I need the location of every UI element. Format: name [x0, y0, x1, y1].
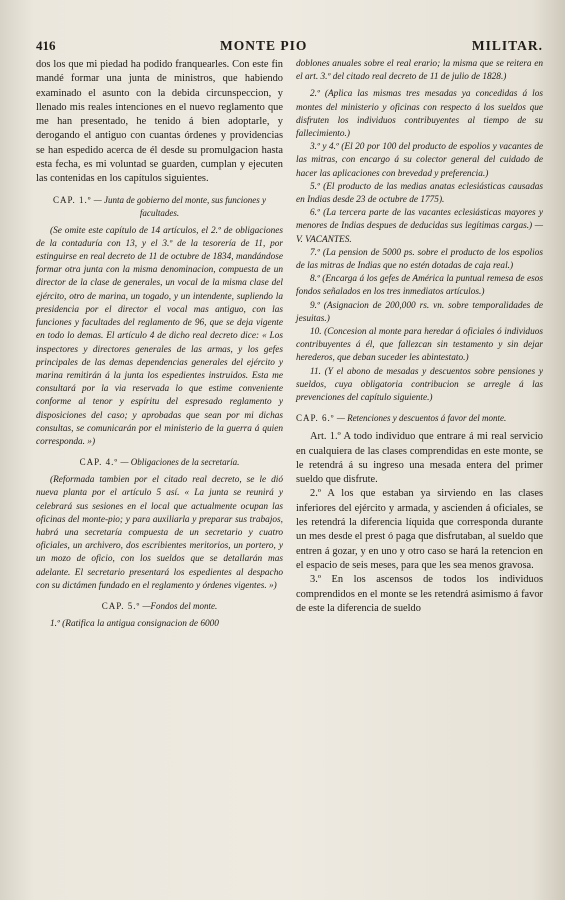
fund-item: 5.º (El producto de las medias anatas eclesiásticas causadas en Indias desde 23 de octubre de 1775).: [296, 181, 543, 206]
chapter-4-title: — Obligaciones de la secretaría.: [120, 457, 240, 468]
chapter-5-title: —Fondos del monte.: [142, 600, 218, 611]
fund-item: 11. (Y el abono de mesadas y descuentos sobre pensiones y sueldos, cuya obligatoria contribucion se arregle á las prevenciones del capítulo siguiente.): [296, 366, 543, 404]
running-title-right: MILITAR.: [471, 38, 543, 53]
page-header: [36, 38, 543, 54]
right-column: [296, 58, 543, 631]
article-1: Art. 1.º A todo individuo que entrare á mi real servicio en cualquiera de las clases comprendidas en este monte, se le retendrá á su ingreso una mesada entera del primer sueldo que disfrute.: [296, 431, 543, 486]
fund-item: 7.º (La pension de 5000 ps. sobre el producto de los espolios de las mitras de Indias que no estén dotadas de caja real.): [296, 247, 543, 272]
left-column: [36, 58, 283, 631]
chapter-6-heading: [296, 412, 543, 425]
running-title-left: MONTE PIO: [219, 38, 308, 53]
chapter-1-note: (Se omite este capítulo de 14 artículos, el 2.º de obligaciones de la contaduría con 13, y el 3.º de la tesorería de 11, por estinguirse en real decreto de 11 de octubre de 1834, mandándose formar otra junta con la misma denominacion, compuesta de un director de la clase de generales, un vocal de la misma clase del ejército, otro de marina, un togado, y un intendente, supliendo la presidencia por el director el vocal mas antiguo, con las funciones y facultades del reglamento de 96, que se deja vigente en todo lo demas. El artículo 4 de dicho real decreto dice: « Los inspectores y directores generales de las armas, y los gefes principales de las demas dependencias generales del ejército y marina remitirán á la junta los espedientes instruidos. Esta me consultará por la via reservada lo que estime conveniente conforme al tenor y espíritu del espresado reglamento y disposiciones del caso; y aprobadas que sean por mi dichas consultas, se comunicarán por el ministerio de la guerra á quien corresponda. »): [36, 225, 283, 447]
chapter-4-heading: [36, 456, 283, 469]
fund-item: 6.º (La tercera parte de las vacantes eclesiásticas mayores y menores de Indias despues de deducidas sus legítimas cargas.) — V. VACANTES.: [296, 208, 543, 245]
chapter-4-note: (Reformada tambien por el citado real decreto, se le dió nueva planta por el artículo 5 así. « La junta se reunirá y celebrará sus sesiones en el local que actualmente ocupan las oficinas del monte-pio; y para auxiliarla y preparar sus trabajos, habrá una secretaría compuesta de un secretario y cuatro oficiales, un archivero, dos escribientes meritorios, un portero, y un mozo de oficio, con los sueldos que se detallarán mas adelante. El secretario presentará los espedientes al despacho con su dictámen fundado en el reglamento y órdenes vigentes. »): [36, 475, 283, 591]
chapter-4-label: CAP. 4.º: [79, 457, 119, 468]
continued-paragraph: doblones anuales sobre el real erario; la misma que se reitera en el art. 3.º del citado real decreto de 11 de julio de 1828.): [296, 59, 543, 83]
fund-item: 10. (Concesion al monte para heredar á oficiales ó individuos contribuyentes á él, que fallezcan sin testamento y sin dejar herederos, que deban suceder les abintestato.): [296, 327, 543, 364]
chapter-6-label: CAP. 6.º: [296, 413, 335, 424]
chapter-5-heading: [36, 600, 283, 613]
chapter-6-title: — Retenciones y descuentos á favor del monte.: [336, 413, 507, 424]
fund-item: 2.º (Aplica las mismas tres mesadas ya concedidas á los montes del ministerio y oficinas con respecto á los sueldos que disfruten los individuos contribuyentes al tiempo de su fallecimiento.): [296, 89, 543, 140]
chapter-5-label: CAP. 5.º: [101, 600, 141, 611]
page-number: 416: [36, 38, 56, 53]
fund-item: 3.º y 4.º (El 20 por 100 del producto de espolios y vacantes de las mitras, con encargo á su colector general del cuidado de hacer las aplicaciones con brevedad y preferencia.): [296, 142, 543, 179]
opening-paragraph: dos los que mi piedad ha podido franquearles. Con este fin mandé formar una junta de ministros, que habiendo examinado el asunto con la debida circunspeccion, y llenado mis reales intenciones en el nuevo reglamento que me han presentado, he tenido á bien adoptarle, y derogando el antiguo con cuantas órdenes y providencias se han espedido acerca de él desde su promulgacion hasta esta fecha, es mi voluntad se guarden, cumplan y ejecuten las contenidas en los capítulos siguientes.: [36, 59, 283, 185]
chapter-1-heading: [36, 194, 283, 220]
text-columns: [36, 58, 543, 631]
article-3: 3.º En los ascensos de todos los individuos comprendidos en el monte se les retendrá asimismo á favor de este la diferencia de sueldo: [296, 574, 543, 614]
chapter-1-label: CAP. 1.º: [52, 194, 92, 205]
fund-item: 9.º (Asignacion de 200,000 rs. vn. sobre temporalidades de jesuitas.): [296, 300, 543, 324]
chapter-5-item-1: 1.º (Ratifica la antigua consignacion de 6000: [50, 618, 219, 629]
article-2: 2.º A los que estaban ya sirviendo en las clases inferiores del ejército y armada, y ascienden á oficiales, se les retendrá la diferencia líquida que corresponda durante un mes desde el prest ó paga que disfrutaban, al sueldo que entren á gozar, y en uno y otro caso se hará la retencion en el espacio de seis meses, para que les sea menos gravosa.: [296, 488, 543, 571]
chapter-1-title: — Junta de gobierno del monte, sus funciones y facultades.: [93, 194, 267, 218]
fund-item: 8.º (Encarga á los gefes de América la puntual remesa de esos fondos señalados en los tres inmediatos artículos.): [296, 274, 543, 298]
